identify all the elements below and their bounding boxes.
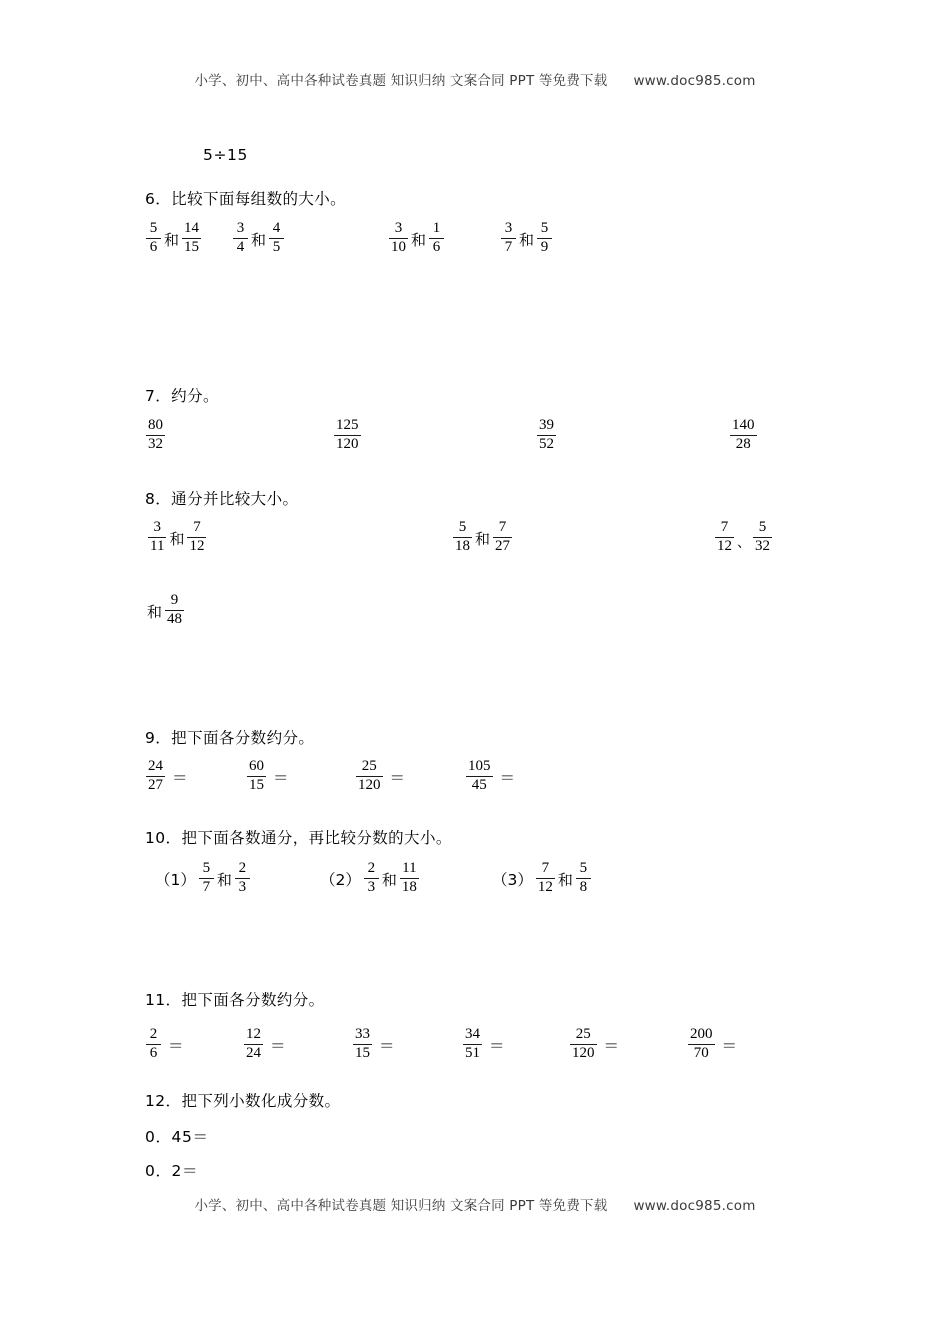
denominator: 6	[432, 239, 441, 256]
numerator: 5	[540, 220, 549, 236]
q11-item-1	[145, 1028, 184, 1063]
equals-sign: ＝	[489, 1037, 505, 1056]
fraction	[466, 759, 493, 794]
fraction	[536, 861, 555, 896]
denominator: 48	[167, 611, 183, 628]
running-foot-url: www.doc985.com	[633, 1198, 756, 1214]
joiner-text: 和	[216, 870, 232, 889]
q6-pair-1	[145, 222, 202, 257]
q9-item-2	[246, 760, 289, 795]
q11-item-6	[687, 1028, 737, 1063]
denominator: 12	[717, 538, 732, 555]
q6-pair-4	[500, 222, 553, 257]
denominator: 12	[537, 879, 553, 896]
q10-item-1	[155, 862, 251, 897]
item-label: （3）	[492, 871, 533, 890]
question-12-heading	[145, 1089, 340, 1111]
q11-item-4	[462, 1028, 505, 1063]
q9-item-3	[355, 760, 405, 795]
equals-sign: ＝	[168, 1037, 184, 1056]
fraction	[463, 1027, 482, 1062]
denominator: 6	[149, 239, 158, 256]
denominator: 18	[455, 538, 470, 555]
numerator: 25	[575, 1026, 591, 1042]
numerator: 2	[367, 860, 376, 876]
denominator: 6	[149, 1045, 158, 1062]
denominator: 5	[272, 239, 281, 256]
fraction	[233, 221, 248, 256]
question-9-heading	[145, 726, 314, 748]
joiner-text: 和	[251, 230, 267, 249]
q6-pair-2	[232, 222, 285, 257]
q11-item-3	[352, 1028, 395, 1063]
fraction	[146, 759, 165, 794]
numerator: 140	[732, 417, 755, 433]
numerator: 5	[579, 860, 588, 876]
fraction	[148, 520, 166, 555]
equals-sign: ＝	[603, 1037, 620, 1056]
running-foot	[0, 1194, 950, 1214]
question-9-number: 9．	[145, 729, 172, 747]
denominator: 120	[572, 1045, 595, 1062]
denominator: 15	[184, 239, 200, 256]
q12-line-1: 0．45＝	[145, 1128, 209, 1146]
numerator: 4	[272, 220, 281, 236]
numerator: 2	[238, 860, 247, 876]
numerator: 105	[468, 758, 491, 774]
equals-sign: ＝	[389, 769, 406, 788]
numerator: 24	[148, 758, 163, 774]
fraction	[244, 1027, 263, 1062]
numerator: 33	[355, 1026, 370, 1042]
question-12-number: 12．	[145, 1092, 182, 1110]
orphan-math-line: 5÷15	[203, 146, 248, 164]
fraction	[537, 221, 552, 256]
q8-pair-2	[452, 521, 513, 556]
numerator: 14	[184, 220, 200, 236]
question-7-heading	[145, 384, 219, 406]
denominator: 12	[189, 538, 205, 555]
numerator: 9	[170, 592, 179, 608]
denominator: 28	[735, 436, 751, 453]
q9-item-4	[465, 760, 515, 795]
numerator: 60	[249, 758, 264, 774]
numerator: 2	[149, 1026, 158, 1042]
fraction	[247, 759, 266, 794]
fraction	[334, 418, 361, 453]
item-label: （2）	[320, 871, 361, 890]
fraction	[356, 759, 383, 794]
fraction	[576, 861, 591, 896]
denominator: 11	[150, 538, 165, 555]
question-12-prompt: 把下列小数化成分数。	[181, 1092, 341, 1110]
numerator: 125	[336, 417, 359, 433]
equals-sign: ＝	[273, 769, 289, 788]
q7-fraction-4	[729, 419, 758, 454]
numerator: 3	[504, 220, 513, 236]
fraction	[146, 221, 161, 256]
denominator: 24	[246, 1045, 261, 1062]
numerator: 5	[458, 519, 467, 535]
denominator: 120	[336, 436, 359, 453]
q7-fraction-2	[333, 419, 362, 454]
question-10-prompt: 把下面各数通分，再比较分数的大小。	[181, 829, 452, 847]
numerator: 3	[394, 220, 403, 236]
numerator: 34	[465, 1026, 480, 1042]
denominator: 52	[539, 436, 554, 453]
question-8-heading	[145, 487, 298, 509]
denominator: 4	[236, 239, 245, 256]
denominator: 15	[355, 1045, 370, 1062]
fraction	[269, 221, 284, 256]
numerator: 3	[236, 220, 245, 236]
numerator: 80	[148, 417, 163, 433]
joiner-text: 、	[737, 535, 751, 552]
equals-sign: ＝	[721, 1037, 738, 1056]
denominator: 45	[471, 777, 487, 794]
fraction	[753, 520, 772, 555]
q8-pair-3	[714, 521, 773, 556]
denominator: 51	[465, 1045, 480, 1062]
equals-sign: ＝	[172, 769, 188, 788]
question-10-number: 10．	[145, 829, 182, 847]
running-foot-text: 小学、初中、高中各种试卷真题 知识归纳 文案合同 PPT 等免费下载	[194, 1198, 608, 1214]
question-6-prompt: 比较下面每组数的大小。	[171, 190, 347, 208]
question-9-prompt: 把下面各分数约分。	[171, 729, 315, 747]
denominator: 15	[249, 777, 264, 794]
equals-sign: ＝	[499, 769, 516, 788]
joiner-text: 和	[557, 870, 573, 889]
q8-continuation	[145, 594, 185, 629]
numerator: 39	[539, 417, 554, 433]
denominator: 7	[202, 879, 211, 896]
question-11-number: 11．	[145, 991, 182, 1009]
numerator: 7	[541, 860, 550, 876]
denominator: 32	[148, 436, 163, 453]
fraction	[187, 520, 206, 555]
joiner-text: 和	[519, 230, 535, 249]
question-10-heading	[145, 826, 452, 848]
question-11-prompt: 把下面各分数约分。	[181, 991, 325, 1009]
denominator: 9	[540, 239, 549, 256]
q11-item-5	[569, 1028, 619, 1063]
running-head	[0, 69, 950, 89]
numerator: 25	[361, 758, 377, 774]
fraction	[182, 221, 201, 256]
item-label: （1）	[155, 871, 196, 890]
question-8-number: 8．	[145, 490, 172, 508]
fraction	[570, 1027, 597, 1062]
joiner-text: 和	[164, 230, 180, 249]
q12-line-2: 0．2＝	[145, 1162, 199, 1180]
numerator: 5	[149, 220, 158, 236]
denominator: 7	[504, 239, 513, 256]
question-6-number: 6．	[145, 190, 172, 208]
fraction	[353, 1027, 372, 1062]
denominator: 3	[238, 879, 247, 896]
fraction	[199, 861, 214, 896]
numerator: 7	[193, 519, 201, 535]
joiner-text: 和	[169, 529, 185, 548]
q9-item-1	[145, 760, 188, 795]
equals-sign: ＝	[270, 1037, 286, 1056]
fraction	[688, 1027, 715, 1062]
denominator: 18	[401, 879, 417, 896]
numerator: 11	[402, 860, 417, 876]
fraction	[501, 221, 516, 256]
denominator: 32	[755, 538, 770, 555]
numerator: 200	[690, 1026, 713, 1042]
q7-fraction-1	[145, 419, 166, 454]
q8-pair-1	[147, 521, 207, 556]
fraction	[453, 520, 472, 555]
denominator: 27	[148, 777, 163, 794]
fraction	[493, 520, 512, 555]
question-11-heading	[145, 988, 325, 1010]
q10-item-3	[492, 862, 592, 897]
denominator: 27	[495, 538, 511, 555]
fraction	[146, 1027, 161, 1062]
fraction	[715, 520, 734, 555]
denominator: 120	[358, 777, 381, 794]
question-7-prompt: 约分。	[171, 387, 219, 405]
fraction	[235, 861, 250, 896]
running-head-text: 小学、初中、高中各种试卷真题 知识归纳 文案合同 PPT 等免费下载	[194, 73, 608, 89]
fraction	[389, 221, 408, 256]
fraction	[730, 418, 757, 453]
q7-fraction-3	[536, 419, 557, 454]
fraction	[429, 221, 444, 256]
denominator: 3	[367, 879, 376, 896]
question-6-heading	[145, 187, 346, 209]
question-7-number: 7．	[145, 387, 172, 405]
numerator: 7	[720, 519, 729, 535]
q6-pair-3	[388, 222, 445, 257]
joiner-text: 和	[381, 870, 397, 889]
numerator: 5	[758, 519, 767, 535]
question-8-prompt: 通分并比较大小。	[171, 490, 299, 508]
fraction	[146, 418, 165, 453]
joiner-text: 和	[411, 230, 427, 249]
joiner-text: 和	[475, 529, 491, 548]
fraction	[165, 593, 184, 628]
q10-item-2	[320, 862, 420, 897]
fraction	[400, 861, 419, 896]
denominator: 10	[391, 239, 406, 256]
numerator: 5	[202, 860, 211, 876]
running-head-url: www.doc985.com	[633, 73, 756, 89]
numerator: 3	[153, 519, 161, 535]
q11-item-2	[243, 1028, 286, 1063]
fraction	[364, 861, 379, 896]
numerator: 1	[432, 220, 441, 236]
joiner-text: 和	[147, 602, 163, 621]
denominator: 70	[693, 1045, 709, 1062]
equals-sign: ＝	[379, 1037, 395, 1056]
numerator: 12	[246, 1026, 261, 1042]
numerator: 7	[498, 519, 507, 535]
denominator: 8	[579, 879, 588, 896]
fraction	[537, 418, 556, 453]
